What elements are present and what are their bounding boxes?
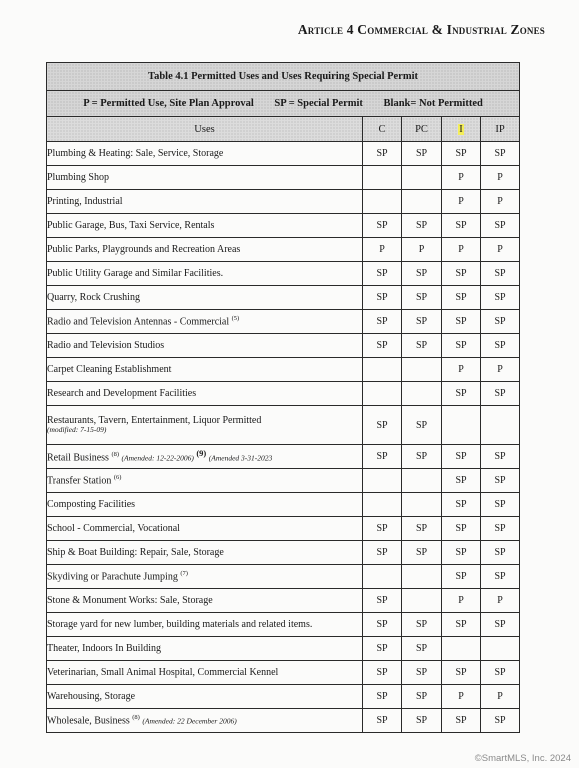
permit-cell-c: P bbox=[363, 238, 402, 262]
permit-cell-i: SP bbox=[442, 493, 481, 517]
use-cell bbox=[47, 445, 363, 469]
modification-note: (modified: 7-15-09) bbox=[47, 425, 107, 435]
permit-cell-i: SP bbox=[442, 286, 481, 310]
use-name: Carpet Cleaning Establishment bbox=[47, 363, 172, 375]
permit-cell-ip: SP bbox=[481, 334, 520, 358]
amendment-note: (Amended 3-31-2023 bbox=[208, 453, 273, 463]
footnote-ref: (6) bbox=[113, 474, 122, 482]
permit-cell-ip: SP bbox=[481, 661, 520, 685]
permit-cell-c: SP bbox=[363, 262, 402, 286]
use-cell bbox=[47, 142, 363, 166]
table-row bbox=[47, 541, 520, 565]
use-cell bbox=[47, 565, 363, 589]
permit-cell-i: SP bbox=[442, 382, 481, 406]
use-name: Theater, Indoors In Building bbox=[47, 642, 162, 654]
use-name: Plumbing Shop bbox=[47, 171, 109, 183]
permit-cell-pc: SP bbox=[402, 637, 442, 661]
table-row bbox=[47, 709, 520, 733]
use-cell bbox=[47, 214, 363, 238]
use-name: Radio and Television Studios bbox=[47, 339, 165, 351]
permit-cell-i: SP bbox=[442, 565, 481, 589]
permit-cell-ip: SP bbox=[481, 493, 520, 517]
use-cell bbox=[47, 382, 363, 406]
permit-cell-i: SP bbox=[442, 469, 481, 493]
permit-cell-ip: SP bbox=[481, 262, 520, 286]
permit-cell-c: SP bbox=[363, 709, 402, 733]
permit-cell-i: P bbox=[442, 589, 481, 613]
permit-cell-pc: SP bbox=[402, 214, 442, 238]
permit-cell-ip: SP bbox=[481, 517, 520, 541]
table-row bbox=[47, 613, 520, 637]
permit-cell-ip: P bbox=[481, 358, 520, 382]
permit-cell-ip: SP bbox=[481, 445, 520, 469]
permit-cell-ip: SP bbox=[481, 142, 520, 166]
table-row bbox=[47, 406, 520, 445]
use-name: Plumbing & Heating: Sale, Service, Storage bbox=[47, 147, 224, 159]
use-cell bbox=[47, 334, 363, 358]
table-row bbox=[47, 214, 520, 238]
permit-cell-pc bbox=[402, 469, 442, 493]
permit-cell-pc bbox=[402, 382, 442, 406]
use-name: Transfer Station bbox=[47, 475, 112, 487]
use-cell bbox=[47, 310, 363, 334]
table-row bbox=[47, 637, 520, 661]
permit-cell-pc: SP bbox=[402, 613, 442, 637]
permit-cell-ip: SP bbox=[481, 310, 520, 334]
permit-cell-ip: SP bbox=[481, 709, 520, 733]
permit-cell-pc bbox=[402, 190, 442, 214]
permit-cell-c bbox=[363, 382, 402, 406]
use-cell bbox=[47, 286, 363, 310]
permit-cell-i: SP bbox=[442, 613, 481, 637]
permit-cell-ip: SP bbox=[481, 469, 520, 493]
footnote-ref: (5) bbox=[231, 315, 240, 323]
table-row bbox=[47, 334, 520, 358]
use-cell bbox=[47, 406, 363, 445]
permit-cell-i bbox=[442, 406, 481, 445]
permit-cell-ip: P bbox=[481, 685, 520, 709]
permit-cell-c: SP bbox=[363, 589, 402, 613]
table-row bbox=[47, 589, 520, 613]
use-cell bbox=[47, 685, 363, 709]
use-name: Radio and Television Antennas - Commercial bbox=[47, 316, 230, 328]
permit-cell-c: SP bbox=[363, 142, 402, 166]
permit-cell-c: SP bbox=[363, 334, 402, 358]
table-row bbox=[47, 166, 520, 190]
permit-cell-c bbox=[363, 358, 402, 382]
permit-cell-pc: SP bbox=[402, 685, 442, 709]
permit-cell-pc bbox=[402, 358, 442, 382]
permit-cell-c: SP bbox=[363, 613, 402, 637]
use-cell bbox=[47, 541, 363, 565]
use-name: Warehousing, Storage bbox=[47, 690, 136, 702]
table-row bbox=[47, 190, 520, 214]
footnote-ref: (7) bbox=[180, 570, 188, 578]
use-cell bbox=[47, 166, 363, 190]
use-name: Retail Business bbox=[47, 452, 109, 464]
permit-cell-pc bbox=[402, 589, 442, 613]
table-row bbox=[47, 310, 520, 334]
use-cell bbox=[47, 637, 363, 661]
use-name: Stone & Monument Works: Sale, Storage bbox=[47, 594, 213, 606]
legend-permitted: P = Permitted Use, Site Plan Approval bbox=[83, 98, 254, 109]
permit-cell-ip: P bbox=[481, 589, 520, 613]
table-row bbox=[47, 493, 520, 517]
column-header-ip: IP bbox=[481, 117, 520, 142]
permit-cell-pc bbox=[402, 565, 442, 589]
permit-cell-ip: SP bbox=[481, 382, 520, 406]
permit-cell-pc: P bbox=[402, 238, 442, 262]
permit-cell-pc: SP bbox=[402, 709, 442, 733]
permit-cell-i: P bbox=[442, 238, 481, 262]
use-cell bbox=[47, 238, 363, 262]
column-header-uses: Uses bbox=[47, 117, 363, 142]
column-header-i bbox=[442, 117, 481, 142]
use-cell bbox=[47, 493, 363, 517]
permit-cell-pc: SP bbox=[402, 262, 442, 286]
permit-cell-ip bbox=[481, 637, 520, 661]
footnote-ref: (8) bbox=[132, 714, 140, 722]
use-name: Public Utility Garage and Similar Facilities. bbox=[47, 267, 224, 279]
table-row bbox=[47, 358, 520, 382]
use-name: Veterinarian, Small Animal Hospital, Commercial Kennel bbox=[47, 666, 279, 678]
permit-cell-i: SP bbox=[442, 142, 481, 166]
permit-cell-ip: P bbox=[481, 166, 520, 190]
highlight-mark: I bbox=[459, 123, 463, 135]
permit-cell-ip: SP bbox=[481, 214, 520, 238]
article-title: Article 4 Commercial & Industrial Zones bbox=[297, 22, 545, 37]
permit-cell-c: SP bbox=[363, 517, 402, 541]
permit-cell-c bbox=[363, 565, 402, 589]
use-name: Ship & Boat Building: Repair, Sale, Storage bbox=[47, 546, 224, 558]
permit-cell-ip bbox=[481, 406, 520, 445]
use-name: Printing, Industrial bbox=[47, 195, 123, 207]
use-name: Research and Development Facilities bbox=[47, 387, 197, 399]
table-row bbox=[47, 382, 520, 406]
permit-cell-c: SP bbox=[363, 406, 402, 445]
permit-cell-pc: SP bbox=[402, 310, 442, 334]
use-name: Public Parks, Playgrounds and Recreation Areas bbox=[47, 243, 241, 255]
column-header-c: C bbox=[363, 117, 402, 142]
use-cell bbox=[47, 517, 363, 541]
permitted-uses-table bbox=[46, 62, 520, 733]
use-cell bbox=[47, 661, 363, 685]
table-row bbox=[47, 469, 520, 493]
legend-blank: Blank= Not Permitted bbox=[383, 98, 483, 109]
permit-cell-pc bbox=[402, 166, 442, 190]
permit-cell-c bbox=[363, 469, 402, 493]
permit-cell-pc: SP bbox=[402, 445, 442, 469]
use-name: School - Commercial, Vocational bbox=[47, 522, 180, 534]
permit-cell-i bbox=[442, 637, 481, 661]
permit-cell-pc: SP bbox=[402, 517, 442, 541]
permit-cell-c: SP bbox=[363, 445, 402, 469]
permit-cell-pc: SP bbox=[402, 334, 442, 358]
permit-cell-c: SP bbox=[363, 661, 402, 685]
table-row bbox=[47, 262, 520, 286]
use-name: Public Garage, Bus, Taxi Service, Rentals bbox=[47, 219, 215, 231]
permit-cell-pc: SP bbox=[402, 661, 442, 685]
use-cell bbox=[47, 358, 363, 382]
table-row bbox=[47, 661, 520, 685]
permit-cell-ip: P bbox=[481, 190, 520, 214]
table-row bbox=[47, 685, 520, 709]
handwritten-footnote-ref: (9) bbox=[196, 448, 207, 459]
use-cell bbox=[47, 469, 363, 493]
amendment-note: (Amended: 22 December 2006) bbox=[142, 716, 237, 726]
permit-cell-i: P bbox=[442, 190, 481, 214]
use-cell bbox=[47, 709, 363, 733]
permit-cell-pc: SP bbox=[402, 286, 442, 310]
use-name: Restaurants, Tavern, Entertainment, Liquor Permitted bbox=[47, 414, 262, 426]
permit-cell-ip: SP bbox=[481, 286, 520, 310]
permit-cell-c bbox=[363, 190, 402, 214]
table-row bbox=[47, 565, 520, 589]
permit-cell-i: SP bbox=[442, 334, 481, 358]
permit-cell-i: SP bbox=[442, 262, 481, 286]
permit-cell-ip: P bbox=[481, 238, 520, 262]
amendment-note: (Amended: 12-22-2006) bbox=[121, 453, 194, 463]
permit-cell-i: SP bbox=[442, 445, 481, 469]
permit-cell-c bbox=[363, 493, 402, 517]
use-cell bbox=[47, 262, 363, 286]
use-name: Quarry, Rock Crushing bbox=[47, 291, 140, 303]
permit-cell-c: SP bbox=[363, 637, 402, 661]
permit-cell-c: SP bbox=[363, 310, 402, 334]
permit-cell-i: P bbox=[442, 358, 481, 382]
permit-cell-c: SP bbox=[363, 286, 402, 310]
permit-cell-pc: SP bbox=[402, 142, 442, 166]
use-cell bbox=[47, 589, 363, 613]
use-name: Skydiving or Parachute Jumping bbox=[47, 571, 178, 583]
use-cell bbox=[47, 190, 363, 214]
permit-cell-c bbox=[363, 166, 402, 190]
copyright-watermark: ©SmartMLS, Inc. 2024 bbox=[474, 753, 571, 764]
permit-cell-i: SP bbox=[442, 541, 481, 565]
permit-cell-ip: SP bbox=[481, 541, 520, 565]
permit-cell-i: SP bbox=[442, 214, 481, 238]
legend-special: SP = Special Permit bbox=[274, 98, 363, 109]
table-row bbox=[47, 286, 520, 310]
permit-cell-pc bbox=[402, 493, 442, 517]
column-header-pc: PC bbox=[402, 117, 442, 142]
table-legend bbox=[47, 91, 520, 117]
permit-cell-c: SP bbox=[363, 541, 402, 565]
permit-cell-i: SP bbox=[442, 310, 481, 334]
permit-cell-c: SP bbox=[363, 685, 402, 709]
table-row bbox=[47, 445, 520, 469]
use-name: Composting Facilities bbox=[47, 498, 136, 510]
permit-cell-i: SP bbox=[442, 709, 481, 733]
permit-cell-ip: SP bbox=[481, 565, 520, 589]
permit-cell-i: SP bbox=[442, 517, 481, 541]
use-name: Wholesale, Business bbox=[47, 715, 130, 727]
table-title: Table 4.1 Permitted Uses and Uses Requiring Special Permit bbox=[47, 63, 520, 91]
permit-cell-c: SP bbox=[363, 214, 402, 238]
permit-cell-ip: SP bbox=[481, 613, 520, 637]
use-name: Storage yard for new lumber, building materials and related items. bbox=[47, 618, 313, 630]
permit-cell-pc: SP bbox=[402, 406, 442, 445]
permit-cell-i: P bbox=[442, 685, 481, 709]
table-row bbox=[47, 238, 520, 262]
permit-cell-i: SP bbox=[442, 661, 481, 685]
footnote-ref: (8) bbox=[111, 451, 120, 459]
use-cell bbox=[47, 613, 363, 637]
permit-cell-pc: SP bbox=[402, 541, 442, 565]
table-row bbox=[47, 142, 520, 166]
table-row bbox=[47, 517, 520, 541]
permit-cell-i: P bbox=[442, 166, 481, 190]
